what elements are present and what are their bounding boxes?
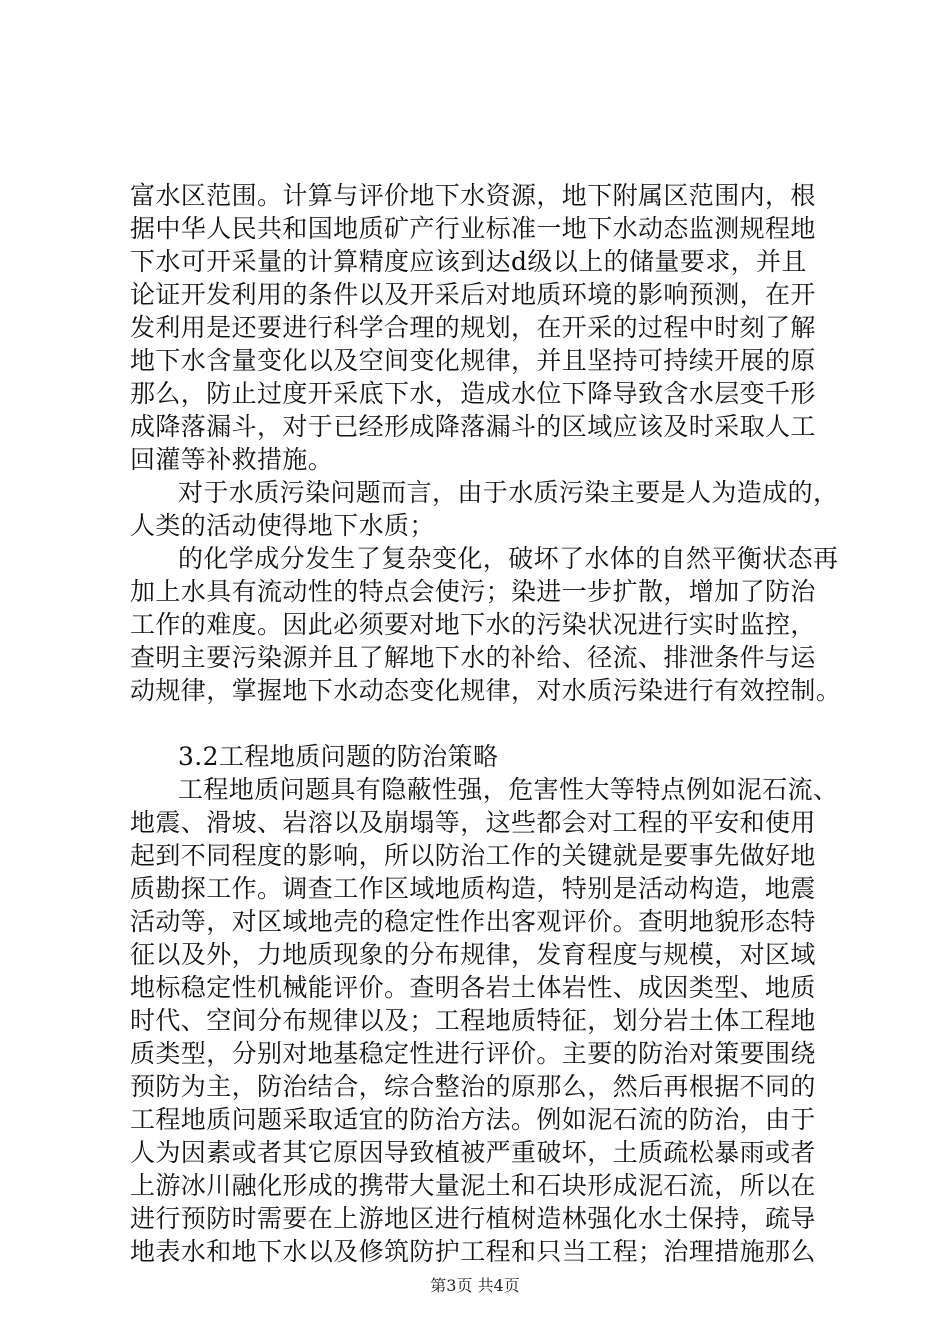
text-line: 地标稳定性机械能评价。查明各岩土体岩性、成因类型、地质 (130, 973, 816, 1002)
text-line: 动规律，掌握地下水动态变化规律，对水质污染进行有效控制。 (130, 676, 842, 705)
text-line: 质类型，分别对地基稳定性进行评价。主要的防治对策要围绕 (130, 1039, 816, 1068)
text-line: 下水可开采量的计算精度应该到达d级以上的储量要求，并且 (130, 247, 807, 276)
text-line: 上游冰川融化形成的携带大量泥土和石块形成泥石流，所以在 (130, 1171, 816, 1200)
text-line: 查明主要污染源并且了解地下水的补给、径流、排泄条件与运 (130, 643, 816, 672)
text-line: 工程地质问题采取适宜的防治方法。例如泥石流的防治，由于 (130, 1105, 816, 1134)
text-line: 人类的活动使得地下水质； (130, 511, 435, 540)
text-line: 的化学成分发生了复杂变化，破坏了水体的自然平衡状态再 (178, 544, 839, 573)
text-line: 起到不同程度的影响，所以防治工作的关键就是要事先做好地 (130, 841, 816, 870)
text-line: 成降落漏斗，对于已经形成降落漏斗的区域应该及时采取人工 (130, 412, 816, 441)
text-line: 进行预防时需要在上游地区进行植树造林强化水土保持，疏导 (130, 1204, 816, 1233)
text-line: 回灌等补救措施。 (130, 445, 334, 474)
text-line: 预防为主，防治结合，综合整治的原那么，然后再根据不同的 (130, 1072, 816, 1101)
text-line: 人为因素或者其它原因导致植被严重破坏，土质疏松暴雨或者 (130, 1138, 816, 1167)
text-line: 质勘探工作。调查工作区域地质构造，特别是活动构造，地震 (130, 874, 816, 903)
text-line: 工程地质问题具有隐蔽性强，危害性大等特点例如泥石流、 (178, 775, 839, 804)
text-line: 时代、空间分布规律以及；工程地质特征，划分岩土体工程地 (130, 1006, 816, 1035)
text-line: 那么，防止过度开采底下水，造成水位下降导致含水层变千形 (130, 379, 816, 408)
text-line: 论证开发利用的条件以及开采后对地质环境的影响预测，在开 (130, 280, 816, 309)
section-heading: 3.2工程地质问题的防治策略 (178, 742, 499, 771)
text-line: 地表水和地下水以及修筑防护工程和只当工程；治理措施那么 (130, 1237, 816, 1266)
text-line: 据中华人民共和国地质矿产行业标准一地下水动态监测规程地 (130, 214, 816, 243)
text-line: 地震、滑坡、岩溶以及崩塌等，这些都会对工程的平安和使用 (130, 808, 816, 837)
text-line: 富水区范围。计算与评价地下水资源，地下附属区范围内，根 (130, 181, 816, 210)
text-line: 征以及外，力地质现象的分布规律，发育程度与规模，对区域 (130, 940, 816, 969)
text-line: 地下水含量变化以及空间变化规律，并且坚持可持续开展的原 (130, 346, 816, 375)
page-number-footer: 第3页 共4页 (430, 1276, 520, 1295)
text-line: 活动等，对区域地壳的稳定性作出客观评价。查明地貌形态特 (130, 907, 816, 936)
text-line: 加上水具有流动性的特点会使污；染进一步扩散，增加了防治 (130, 577, 816, 606)
text-line: 对于水质污染问题而言，由于水质污染主要是人为造成的， (178, 478, 839, 507)
text-line: 发利用是还要进行科学合理的规划，在开采的过程中时刻了解 (130, 313, 816, 342)
text-line: 工作的难度。因此必须要对地下水的污染状况进行实时监控， (130, 610, 816, 639)
